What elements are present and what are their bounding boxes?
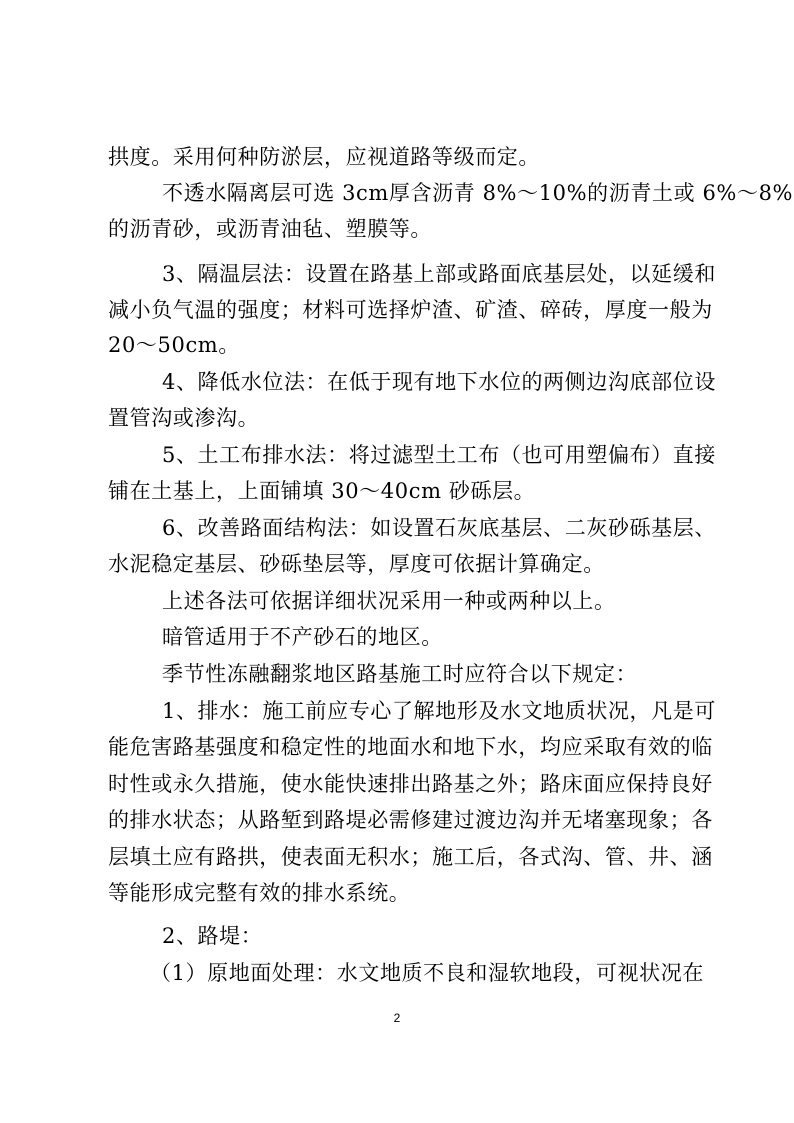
text-line: 上述各法可依据详细状况采用一种或两种以上。	[162, 589, 616, 613]
text-line: 的沥青砂，或沥青油毡、塑膜等。	[108, 217, 432, 241]
text-line: 铺在土基上，上面铺填 30～40cm 砂砾层。	[108, 479, 536, 503]
text-line: 拱度。采用何种防淤层，应视道路等级而定。	[108, 145, 540, 169]
page-number: 2	[393, 1011, 401, 1025]
text-line: （1）原地面处理：水文地质不良和湿软地段，可视状况在	[150, 961, 704, 985]
text-line: 时性或永久措施，使水能快速排出路基之外；路床面应保持良好	[108, 772, 713, 796]
text-line: 减小负气温的强度；材料可选择炉渣、矿渣、碎砖，厚度一般为	[108, 298, 713, 322]
text-line: 水泥稳定基层、砂砾垫层等，厚度可依据计算确定。	[108, 552, 605, 576]
text-line: 3、隔温层法：设置在路基上部或路面底基层处，以延缓和	[162, 262, 716, 286]
text-line: 层填土应有路拱，使表面无积水；施工后，各式沟、管、井、涵	[108, 845, 713, 869]
text-line: 4、降低水位法：在低于现有地下水位的两侧边沟底部位设	[162, 370, 716, 394]
text-line: 季节性冻融翻浆地区路基施工时应符合以下规定：	[162, 662, 638, 686]
text-line: 2、路堤：	[162, 924, 263, 948]
text-line: 等能形成完整有效的排水系统。	[108, 881, 411, 905]
text-line: 的排水状态；从路堑到路堤必需修建过渡边沟并无堵塞现象；各	[108, 808, 713, 832]
text-line: 置管沟或渗沟。	[108, 406, 260, 430]
text-line: 不透水隔离层可选 3cm厚含沥青 8%～10%的沥青土或 6%～8%	[162, 181, 794, 205]
text-line: 暗管适用于不产砂石的地区。	[162, 625, 443, 649]
text-line: 1、排水：施工前应专心了解地形及水文地质状况，凡是可	[162, 699, 716, 723]
text-line: 能危害路基强度和稳定性的地面水和地下水，均应采取有效的临	[108, 735, 713, 759]
text-line: 6、改善路面结构法：如设置石灰底基层、二灰砂砾基层、	[162, 516, 716, 540]
text-line: 20～50cm。	[108, 333, 240, 357]
text-line: 5、土工布排水法：将过滤型土工布（也可用塑偏布）直接	[162, 443, 716, 467]
